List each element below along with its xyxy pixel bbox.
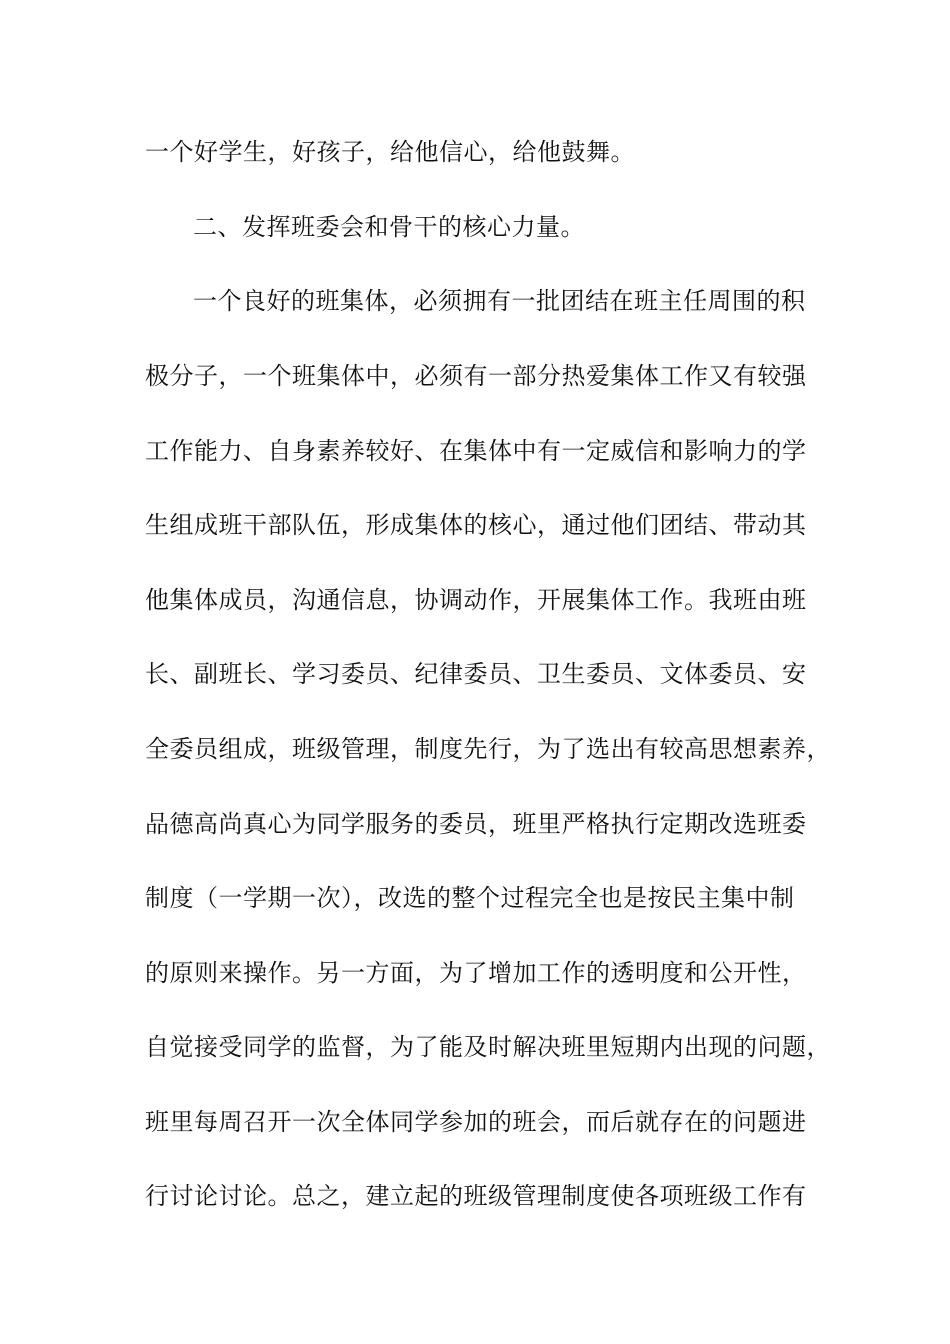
text-line: 品德高尚真心为同学服务的委员，班里严格执行定期改选班委	[145, 810, 807, 838]
text-line: 自觉接受同学的监督，为了能及时解决班里短期内出现的问题，	[145, 1033, 831, 1061]
text-line: 一个良好的班集体，必须拥有一批团结在班主任周围的积	[193, 287, 806, 315]
text-line: 行讨论讨论。总之，建立起的班级管理制度使各项班级工作有	[145, 1182, 807, 1210]
text-line: 极分子，一个班集体中，必须有一部分热爱集体工作又有较强	[145, 362, 807, 390]
text-line: 工作能力、自身素养较好、在集体中有一定威信和影响力的学	[145, 437, 807, 465]
text-line: 一个好学生，好孩子，给他信心，给他鼓舞。	[145, 138, 635, 166]
text-line: 的原则来操作。另一方面，为了增加工作的透明度和公开性，	[145, 959, 807, 987]
text-line: 班里每周召开一次全体同学参加的班会，而后就存在的问题进	[145, 1108, 807, 1136]
text-line: 他集体成员，沟通信息，协调动作，开展集体工作。我班由班	[145, 586, 807, 614]
section-heading: 二、发挥班委会和骨干的核心力量。	[193, 213, 585, 241]
text-line: 长、副班长、学习委员、纪律委员、卫生委员、文体委员、安	[145, 660, 807, 688]
text-line: 制度（一学期一次），改选的整个过程完全也是按民主集中制	[145, 884, 795, 912]
text-line: 生组成班干部队伍，形成集体的核心，通过他们团结、带动其	[145, 511, 807, 539]
text-line: 全委员组成，班级管理，制度先行，为了选出有较高思想素养，	[145, 735, 831, 763]
